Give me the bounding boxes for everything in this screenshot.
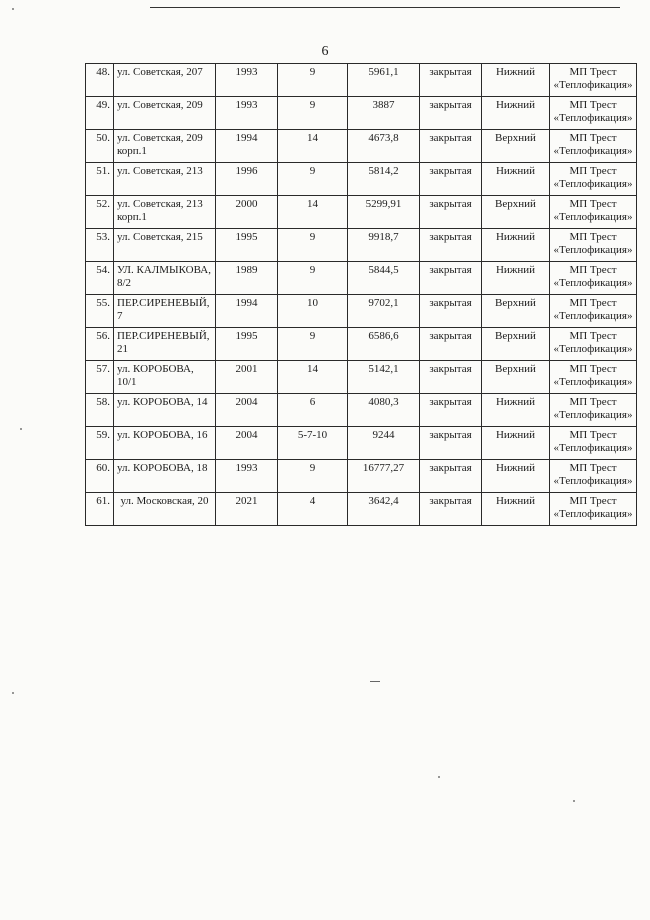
scan-speck (438, 776, 440, 778)
year-cell: 2021 (216, 493, 278, 526)
system-cell: закрытая (420, 460, 482, 493)
system-cell: закрытая (420, 97, 482, 130)
wiring-cell: Верхний (482, 196, 550, 229)
system-cell: закрытая (420, 427, 482, 460)
address-cell: ул. КОРОБОВА, 10/1 (114, 361, 216, 394)
system-cell: закрытая (420, 163, 482, 196)
wiring-cell: Нижний (482, 394, 550, 427)
address-cell: ПЕР.СИРЕНЕВЫЙ, 7 (114, 295, 216, 328)
scan-mark (370, 681, 380, 682)
floors-cell: 9 (278, 262, 348, 295)
floors-cell: 10 (278, 295, 348, 328)
scan-speck (12, 8, 14, 10)
table-row (86, 262, 637, 295)
table-row (86, 229, 637, 262)
area-cell: 9244 (348, 427, 420, 460)
area-cell: 4080,3 (348, 394, 420, 427)
organization-cell: МП Трест «Теплофикация» (550, 262, 637, 295)
area-cell: 5814,2 (348, 163, 420, 196)
wiring-cell: Верхний (482, 130, 550, 163)
address-cell: ул. КОРОБОВА, 16 (114, 427, 216, 460)
row-number: 48. (86, 64, 114, 97)
scan-speck (12, 692, 14, 694)
table-row (86, 460, 637, 493)
year-cell: 1995 (216, 328, 278, 361)
area-cell: 16777,27 (348, 460, 420, 493)
table-row (86, 493, 637, 526)
organization-cell: МП Трест «Теплофикация» (550, 229, 637, 262)
area-cell: 6586,6 (348, 328, 420, 361)
floors-cell: 9 (278, 460, 348, 493)
year-cell: 1994 (216, 130, 278, 163)
table-body (86, 64, 637, 526)
area-cell: 4673,8 (348, 130, 420, 163)
top-rule (150, 7, 620, 8)
row-number: 61. (86, 493, 114, 526)
area-cell: 5142,1 (348, 361, 420, 394)
year-cell: 1989 (216, 262, 278, 295)
wiring-cell: Верхний (482, 361, 550, 394)
floors-cell: 5-7-10 (278, 427, 348, 460)
organization-cell: МП Трест «Теплофикация» (550, 460, 637, 493)
wiring-cell: Нижний (482, 97, 550, 130)
scan-speck (573, 800, 575, 802)
floors-cell: 14 (278, 130, 348, 163)
table-row (86, 394, 637, 427)
row-number: 55. (86, 295, 114, 328)
system-cell: закрытая (420, 229, 482, 262)
table-row (86, 97, 637, 130)
wiring-cell: Нижний (482, 493, 550, 526)
organization-cell: МП Трест «Теплофикация» (550, 427, 637, 460)
address-cell: ул. Советская, 213 (114, 163, 216, 196)
address-cell: ул. Московская, 20 (114, 493, 216, 526)
address-cell: ул. Советская, 207 (114, 64, 216, 97)
year-cell: 1993 (216, 97, 278, 130)
floors-cell: 9 (278, 229, 348, 262)
area-cell: 5844,5 (348, 262, 420, 295)
row-number: 50. (86, 130, 114, 163)
floors-cell: 9 (278, 163, 348, 196)
wiring-cell: Нижний (482, 163, 550, 196)
page-number: 6 (321, 44, 329, 59)
buildings-table (85, 63, 637, 526)
area-cell: 5961,1 (348, 64, 420, 97)
year-cell: 1993 (216, 460, 278, 493)
table-row (86, 196, 637, 229)
area-cell: 9702,1 (348, 295, 420, 328)
address-cell: ул. Советская, 215 (114, 229, 216, 262)
system-cell: закрытая (420, 394, 482, 427)
table-row (86, 361, 637, 394)
system-cell: закрытая (420, 262, 482, 295)
floors-cell: 9 (278, 97, 348, 130)
system-cell: закрытая (420, 361, 482, 394)
system-cell: закрытая (420, 130, 482, 163)
year-cell: 2000 (216, 196, 278, 229)
address-cell: ул. КОРОБОВА, 14 (114, 394, 216, 427)
wiring-cell: Нижний (482, 229, 550, 262)
address-cell: ПЕР.СИРЕНЕВЫЙ, 21 (114, 328, 216, 361)
year-cell: 2004 (216, 427, 278, 460)
year-cell: 2004 (216, 394, 278, 427)
organization-cell: МП Трест «Теплофикация» (550, 295, 637, 328)
floors-cell: 9 (278, 64, 348, 97)
floors-cell: 9 (278, 328, 348, 361)
address-cell: ул. Советская, 209 (114, 97, 216, 130)
wiring-cell: Верхний (482, 328, 550, 361)
system-cell: закрытая (420, 295, 482, 328)
organization-cell: МП Трест «Теплофикация» (550, 361, 637, 394)
floors-cell: 6 (278, 394, 348, 427)
table-row (86, 130, 637, 163)
address-cell: ул. Советская, 213 корп.1 (114, 196, 216, 229)
area-cell: 5299,91 (348, 196, 420, 229)
row-number: 51. (86, 163, 114, 196)
table-row (86, 163, 637, 196)
organization-cell: МП Трест «Теплофикация» (550, 97, 637, 130)
system-cell: закрытая (420, 64, 482, 97)
year-cell: 1993 (216, 64, 278, 97)
row-number: 54. (86, 262, 114, 295)
organization-cell: МП Трест «Теплофикация» (550, 328, 637, 361)
year-cell: 1995 (216, 229, 278, 262)
address-cell: ул. КОРОБОВА, 18 (114, 460, 216, 493)
organization-cell: МП Трест «Теплофикация» (550, 163, 637, 196)
floors-cell: 14 (278, 361, 348, 394)
scan-speck (20, 428, 22, 430)
system-cell: закрытая (420, 328, 482, 361)
year-cell: 1996 (216, 163, 278, 196)
wiring-cell: Нижний (482, 427, 550, 460)
row-number: 53. (86, 229, 114, 262)
address-cell: ул. Советская, 209 корп.1 (114, 130, 216, 163)
organization-cell: МП Трест «Теплофикация» (550, 394, 637, 427)
table-row (86, 64, 637, 97)
row-number: 56. (86, 328, 114, 361)
system-cell: закрытая (420, 493, 482, 526)
row-number: 59. (86, 427, 114, 460)
year-cell: 1994 (216, 295, 278, 328)
area-cell: 3642,4 (348, 493, 420, 526)
organization-cell: МП Трест «Теплофикация» (550, 196, 637, 229)
address-cell: УЛ. КАЛМЫКОВА, 8/2 (114, 262, 216, 295)
row-number: 57. (86, 361, 114, 394)
row-number: 49. (86, 97, 114, 130)
table-row (86, 328, 637, 361)
system-cell: закрытая (420, 196, 482, 229)
table-row (86, 427, 637, 460)
area-cell: 3887 (348, 97, 420, 130)
floors-cell: 14 (278, 196, 348, 229)
wiring-cell: Нижний (482, 262, 550, 295)
table-row (86, 295, 637, 328)
organization-cell: МП Трест «Теплофикация» (550, 493, 637, 526)
wiring-cell: Верхний (482, 295, 550, 328)
organization-cell: МП Трест «Теплофикация» (550, 64, 637, 97)
row-number: 52. (86, 196, 114, 229)
floors-cell: 4 (278, 493, 348, 526)
wiring-cell: Нижний (482, 64, 550, 97)
wiring-cell: Нижний (482, 460, 550, 493)
row-number: 58. (86, 394, 114, 427)
organization-cell: МП Трест «Теплофикация» (550, 130, 637, 163)
row-number: 60. (86, 460, 114, 493)
area-cell: 9918,7 (348, 229, 420, 262)
year-cell: 2001 (216, 361, 278, 394)
